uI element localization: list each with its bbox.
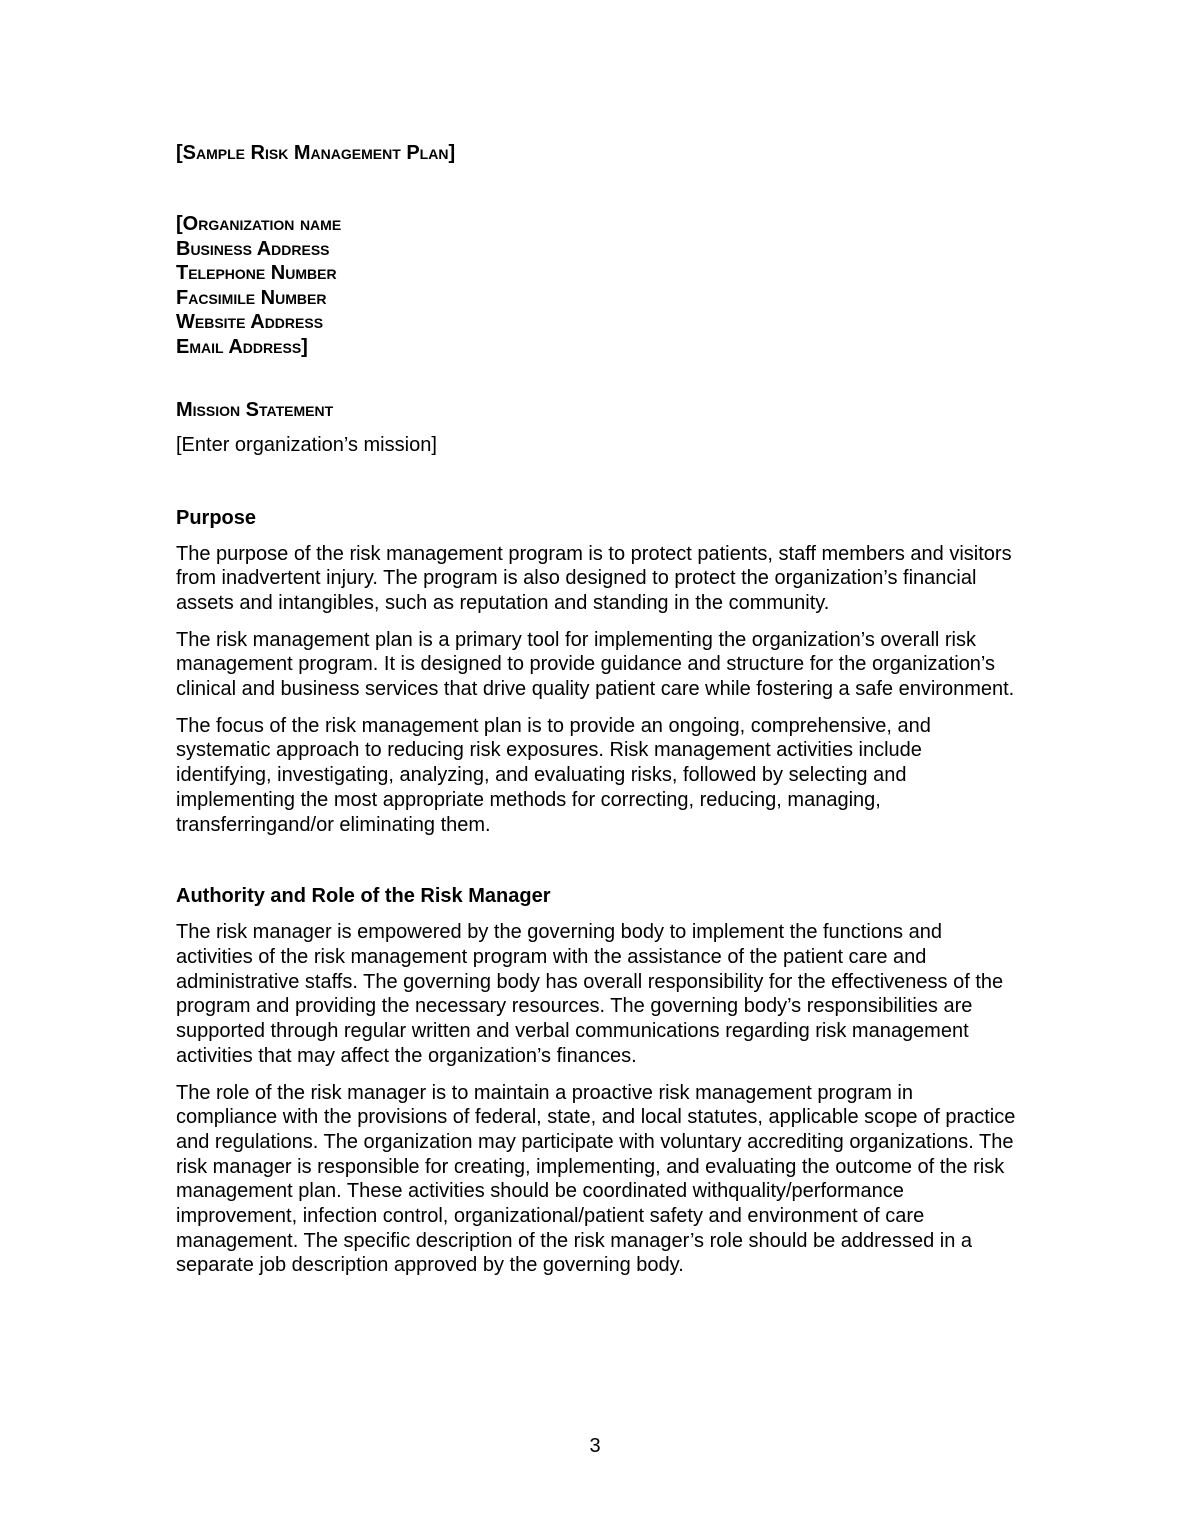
page-number: 3 — [589, 1435, 601, 1457]
facsimile-number: Facsimile Number — [176, 286, 327, 309]
business-address: Business Address — [176, 237, 330, 260]
telephone-number: Telephone Number — [176, 262, 337, 285]
authority-paragraph: The role of the risk manager is to maintain a proactive risk management program in compliance with the provisions of federal, state, and local statutes, applicable scope of practice and regulations. The organization may participate with voluntary accrediting organizations. The risk manager is responsible for creating, implementing, and evaluating the outcome of the risk management plan. These activities should be coordinated withquality/performance improvement, infection control, organizational/patient safety and environment of care management. The specific description of the risk manager’s role should be addressed in a separate job description approved by the governing body. — [176, 1081, 1016, 1277]
purpose-paragraph: The focus of the risk management plan is to provide an ongoing, comprehensive, and systematic approach to reducing risk exposures. Risk management activities include identifying, investigating, analyzing, and evaluating risks, followed by selecting and implementing the most appropriate methods for correcting, reducing, managing, transferringand/or eliminating them. — [176, 714, 931, 836]
authority-role-heading: Authority and Role of the Risk Manager — [176, 885, 551, 908]
website-address: Website Address — [176, 311, 324, 334]
document-title: [Sample Risk Management Plan] — [176, 142, 456, 164]
organization-contact-block — [176, 212, 1016, 360]
purpose-paragraph: The risk management plan is a primary tool for implementing the organization’s overall risk management program. It is designed to provide guidance and structure for the organization’s clinical and business services that drive quality patient care while fostering a safe environment. — [176, 628, 1015, 701]
mission-statement-heading: Mission Statement — [176, 398, 334, 421]
organization-name: [Organization name — [176, 213, 342, 235]
purpose-paragraph: The purpose of the risk management program is to protect patients, staff members and visitors from inadvertent injury. The program is also designed to protect the organization’s financial assets and intangibles, such as reputation and standing in the community. — [176, 542, 1012, 614]
page-content — [176, 141, 1016, 1278]
email-address: Email Address] — [176, 335, 308, 358]
mission-statement-text: [Enter organization’s mission] — [176, 433, 437, 456]
purpose-heading: Purpose — [176, 506, 257, 529]
authority-paragraph: The risk manager is empowered by the governing body to implement the functions and activities of the risk management program with the assistance of the patient care and administrative staffs. The governing body has overall responsibility for the effectiveness of the program and providing the necessary resources. The governing body’s responsibilities are supported through regular written and verbal communications regarding risk management activities that may affect the organization’s finances. — [176, 921, 1004, 1067]
